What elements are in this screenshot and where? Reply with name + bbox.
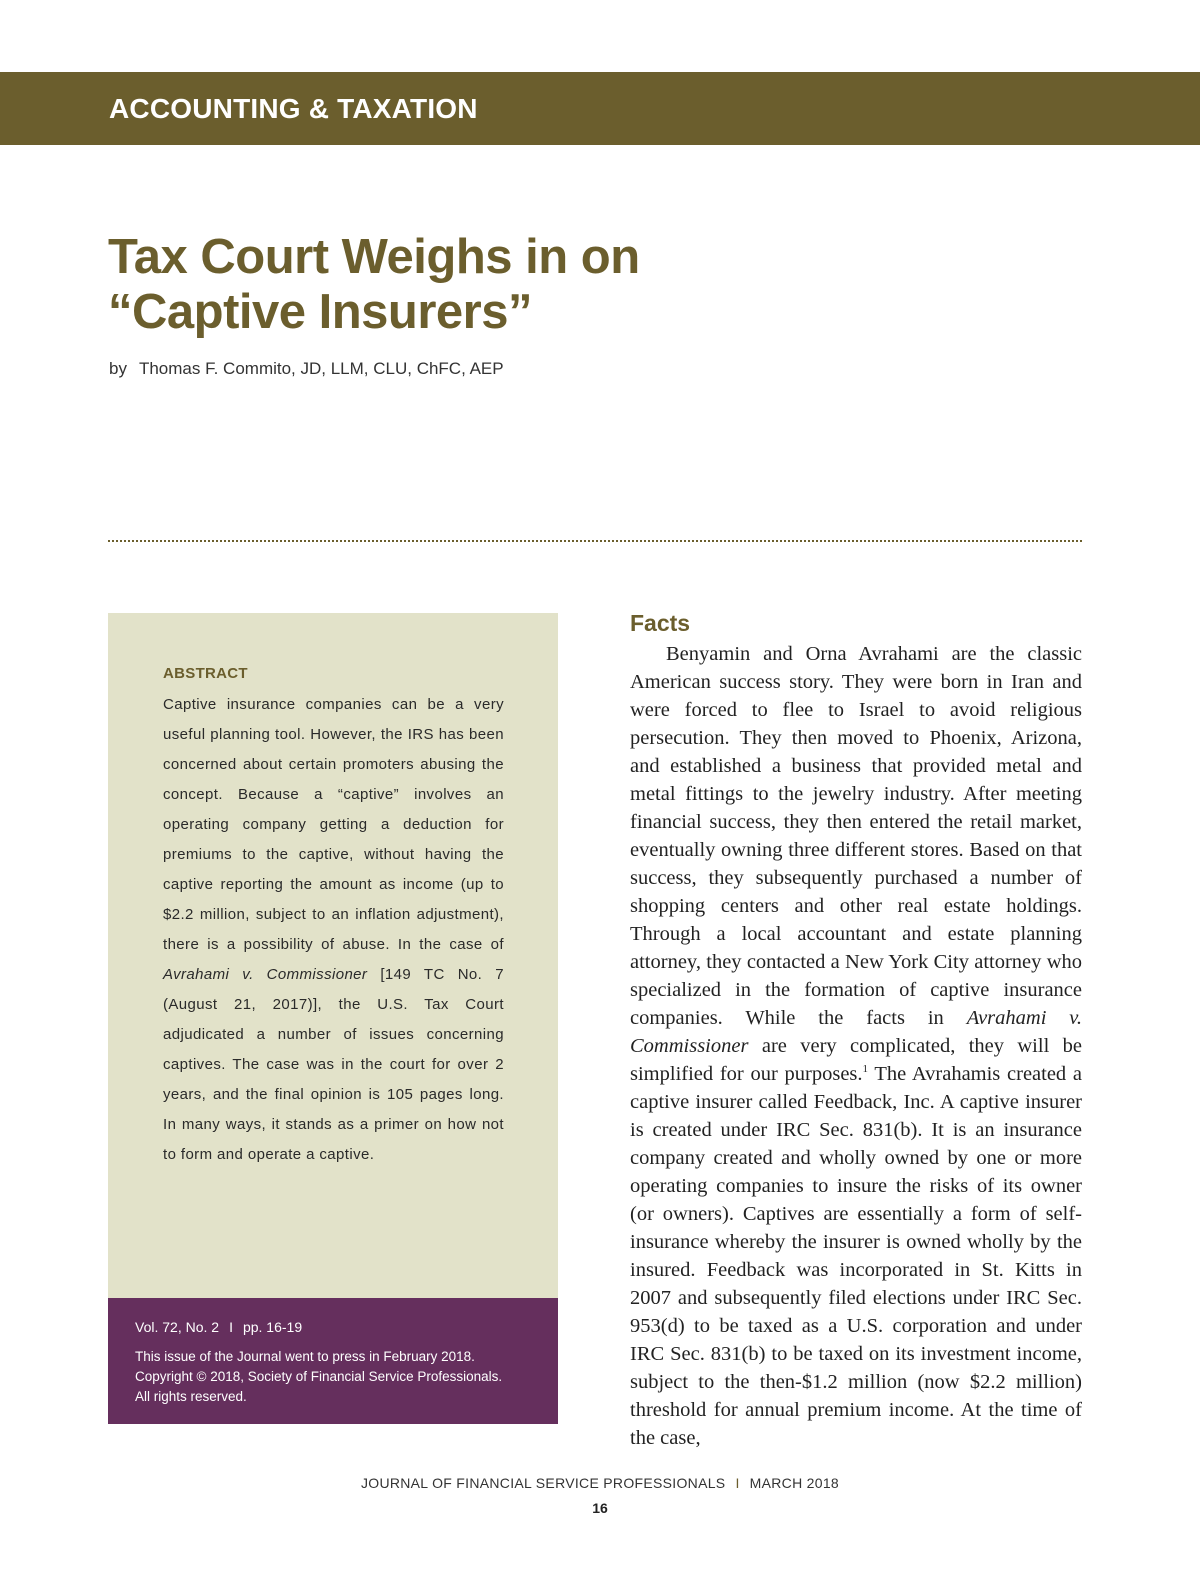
issue-date: MARCH 2018: [749, 1475, 840, 1491]
facts-text-part-3: The Avrahamis created a captive insurer called Feedback, Inc. A captive insurer is created under IRC Sec. 831(b). It is an insurance company created and wholly owned by one or more operating companies to insure the risks of its owner (or owners). Captives are essentially a form of self-insurance whereby the insurer is owned wholly by the insured. Feedback was incorporated in St. Kitts in 2007 and subsequently filed elections under IRC Sec. 953(d) to be taxed as a U.S. corporation and under IRC Sec. 831(b) to be taxed on its investment income, subject to the then-$1.2 million (now $2.2 million) threshold for annual premium income. At the time of the case,: [630, 1063, 1083, 1449]
page-number: 16: [592, 1500, 608, 1516]
facts-case-name: Avrahami v. Commissioner: [630, 1007, 1083, 1057]
rights-note: All rights reserved.: [135, 1389, 247, 1404]
author-name: Thomas F. Commito, JD, LLM, CLU, ChFC, AEP: [138, 359, 504, 378]
page-footer: [0, 1475, 1200, 1491]
volume-separator: I: [229, 1319, 233, 1335]
section-label: ACCOUNTING & TAXATION: [109, 93, 478, 124]
byline: [109, 359, 504, 379]
facts-text-part-1: Benyamin and Orna Avrahami are the classic American success story. They were born in Iran and were forced to flee to Israel to avoid religious persecution. They then moved to Phoenix, Arizona, and established a business that provided metal and metal fittings to the jewelry industry. After meeting financial success, they then entered the retail market, eventually owning three different stores. Based on that success, they subsequently purchased a number of shopping centers and other real estate holdings. Through a local accountant and estate planning attorney, they contacted a New York City attorney who specialized in the formation of captive insurance companies. While the facts in: [630, 643, 1082, 1029]
byline-by: by: [109, 359, 127, 378]
press-note: [135, 1347, 545, 1407]
volume-number: Vol. 72, No. 2: [135, 1319, 220, 1335]
volume-line: [135, 1319, 302, 1335]
copyright-note: Copyright © 2018, Society of Financial Service Professionals.: [135, 1369, 503, 1384]
publication-info-panel: [108, 1298, 558, 1424]
facts-heading: Facts: [630, 610, 691, 636]
abstract-heading: ABSTRACT: [163, 665, 248, 682]
article-title-line-1: Tax Court Weighs in on: [108, 230, 640, 284]
press-date-note: This issue of the Journal went to press in February 2018.: [135, 1349, 475, 1364]
abstract-case-name: Avrahami v. Commissioner: [163, 966, 368, 983]
article-title: [108, 230, 828, 340]
page-range: pp. 16-19: [242, 1319, 303, 1335]
facts-text: [630, 640, 1082, 1452]
abstract-text-part-2: [149 TC No. 7 (August 21, 2017)], the U.S. Tax Court adjudicated a number of issues concerning captives. The case was in the court for over 2 years, and the final opinion is 105 pages long. In many ways, it stands as a primer on how not to form and operate a captive.: [163, 966, 504, 1163]
facts-text-part-2: are very complicated, they will be simplified for our purposes.: [630, 1035, 1082, 1085]
journal-name: JOURNAL OF FINANCIAL SERVICE PROFESSIONALS: [360, 1475, 726, 1491]
abstract-text-part-1: Captive insurance companies can be a very useful planning tool. However, the IRS has been concerned about certain promoters abusing the concept. Because a “captive” involves an operating company getting a deduction for premiums to the captive, without having the captive reporting the amount as income (up to $2.2 million, subject to an inflation adjustment), there is a possibility of abuse. In the case of: [163, 696, 504, 953]
abstract-text: [163, 690, 504, 1170]
footer-separator: I: [735, 1475, 740, 1491]
article-title-line-2: “Captive Insurers”: [108, 285, 532, 339]
footnote-marker: 1: [862, 1063, 869, 1076]
dotted-divider: [108, 540, 1082, 542]
